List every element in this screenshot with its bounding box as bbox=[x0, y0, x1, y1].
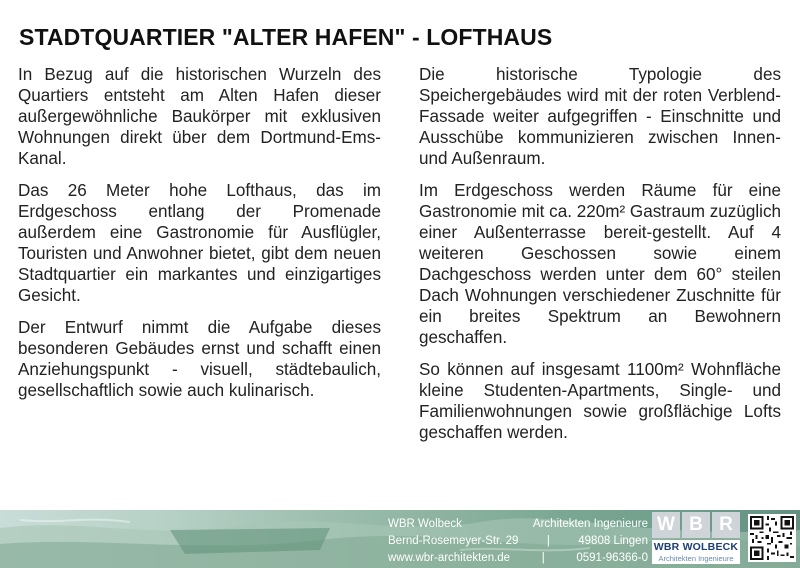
logo-letter: B bbox=[682, 512, 710, 538]
contact-info: WBR Wolbeck Architekten Ingenieure Bernd-Rosemeyer-Str. 29 | 49808 Lingen www.wbr-architekten.de | 0591-96366-0 bbox=[388, 516, 648, 567]
paragraph: Im Erdgeschoss werden Räume für eine Gastronomie mit ca. 220m² Gastraum zuzüglich einer Außenterrasse bereit-gestellt. Auf 4 weiteren Geschossen sowie einem Dachgeschoss werden unter dem 60° steilen Dach Wohnungen verschiedener Zuschnitte für ein breites Spektrum an Bewohnern geschaffen. bbox=[419, 181, 781, 347]
address-city: 49808 Lingen bbox=[578, 535, 648, 547]
company-profession: Architekten Ingenieure bbox=[532, 518, 648, 530]
paragraph: So können auf insgesamt 1100m² Wohnfläche kleine Studenten-Apartments, Single- und Familienwohnungen sowie großflächige Lofts geschaffen werden. bbox=[419, 360, 781, 442]
page-title: STADTQUARTIER "ALTER HAFEN" - LOFTHAUS bbox=[19, 24, 553, 50]
left-text-column bbox=[18, 64, 381, 412]
logo-name: WBR WOLBECK bbox=[653, 541, 739, 553]
paragraph: Die historische Typologie des Speichergebäudes wird mit der roten Verblend-Fassade weiter aufgegriffen - Einschnitte und Ausschübe kommunizieren zwischen Innen- und Außenraum. bbox=[419, 65, 781, 168]
logo-subtitle: Architekten Ingenieure bbox=[652, 554, 740, 564]
address-street: Bernd-Rosemeyer-Str. 29 bbox=[388, 535, 519, 547]
wbr-logo bbox=[652, 512, 740, 566]
logo-letter: W bbox=[652, 512, 680, 538]
paragraph: Der Entwurf nimmt die Aufgabe dieses besonderen Gebäudes ernst und schafft einen Anziehungspunkt - visuell, städtebaulich, gesellschaftlich sowie auch kulinarisch. bbox=[18, 318, 381, 400]
paragraph: Das 26 Meter hohe Lofthaus, das im Erdgeschoss entlang der Promenade außerdem eine Gastronomie für Ausflügler, Touristen und Anwohner bietet, gibt dem neuen Stadtquartier ein markantes und einzigartiges Gesicht. bbox=[18, 181, 381, 305]
paragraph: In Bezug auf die historischen Wurzeln des Quartiers entsteht am Alten Hafen dieser außergewöhnliche Baukörper mit exklusiven Wohnungen direkt über dem Dortmund-Ems- Kanal. bbox=[18, 65, 381, 168]
logo-letter: R bbox=[712, 512, 740, 538]
company-name: WBR Wolbeck bbox=[388, 518, 462, 530]
right-text-column bbox=[419, 64, 781, 454]
website-link[interactable]: www.wbr-architekten.de bbox=[388, 552, 511, 564]
phone-number: 0591-96366-0 bbox=[576, 552, 648, 564]
qr-code-icon[interactable] bbox=[748, 514, 796, 562]
